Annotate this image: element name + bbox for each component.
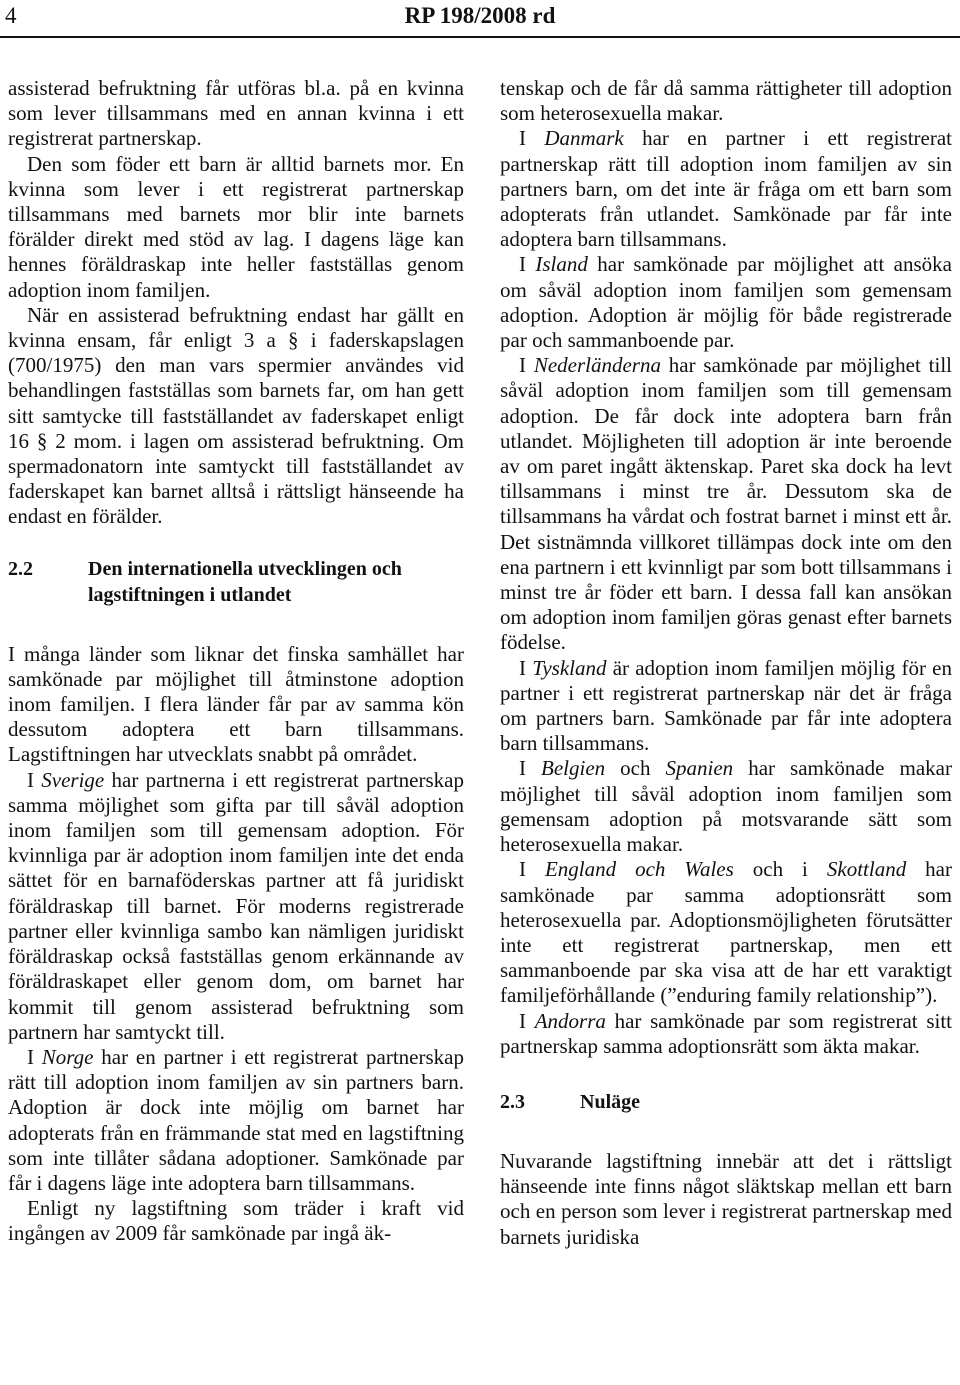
text: har samkönade par möjlighet till såväl adoption inom familjen som till gemensam adoption. De får dock inte adoptera barn från utlandet. Möjligheten till adoption är inte beroende av om paret ingått äktenskap. Paret ska dock ha levt tillsammans i minst tre år. Dessutom ska de tillsammans ha vårdat och fostrat barnet i minst ett år. Det sistnämnda villkoret tillämpas dock inte om den ena partnern i ett kvinnligt par som bott tillsammans i minst tre år föder ett barn. I dessa fall kan ansökan om adoption inom familjen göras genast efter barnets födelse. <box>500 353 952 655</box>
text: I <box>519 126 545 151</box>
paragraph-iceland <box>500 252 952 353</box>
country-name: Sverige <box>41 767 105 792</box>
country-name: Island <box>535 252 588 277</box>
text: är adoption inom familjen möjlig för en partner i ett registrerat partnerskap när det är fråga om partners barn. Samkönade par får inte adoptera barn tillsammans. <box>500 655 952 756</box>
section-title: Nuläge <box>580 1090 640 1113</box>
right-column <box>500 76 952 1250</box>
text: har samkönade makar möjlighet till såväl adoption inom familjen som gemensam adoption på motsvarande sätt som heterosexuella makar. <box>500 756 952 857</box>
paragraph: tenskap och de får då samma rättigheter till adoption som heterosexuella makar. <box>500 76 952 126</box>
country-name: Norge <box>41 1044 94 1069</box>
country-name: England och Wales <box>544 857 734 882</box>
text: I <box>519 1008 535 1033</box>
section-heading-2-3 <box>500 1089 952 1115</box>
country-name: Nederländerna <box>533 353 661 378</box>
country-name: Spanien <box>665 756 734 781</box>
header-divider <box>0 36 960 38</box>
paragraph-belgium-spain <box>500 756 952 857</box>
country-name: Danmark <box>544 126 624 151</box>
page-number: 4 <box>5 3 17 28</box>
text: I <box>519 756 542 781</box>
text: I <box>519 857 545 882</box>
paragraph-netherlands <box>500 353 952 655</box>
text: och <box>605 756 666 781</box>
paragraph: Den som föder ett barn är alltid barnets mor. En kvinna som lever i ett registrerat partnerskap tillsammans med barnets mor blir inte barnets förälder direkt med stöd av lag. I dagens läge kan hennes föräldraskap inte heller fastställas genom adoption inom familjen. <box>8 151 464 302</box>
paragraph-germany <box>500 656 952 757</box>
text: I <box>519 353 534 378</box>
country-name: Skottland <box>826 857 907 882</box>
section-number: 2.3 <box>500 1090 525 1113</box>
country-name: Belgien <box>541 756 606 781</box>
text: har en partner i ett registrerat partnerskap rätt till adoption inom familjen av sin partners barn, om det inte är fråga om ett barn som adopterats från utlandet. Samkönade par får inte adoptera barn tillsammans. <box>500 126 952 252</box>
section-number: 2.2 <box>8 557 33 580</box>
paragraph: assisterad befruktning får utföras bl.a. på en kvinna som lever tillsammans med en annan kvinna i ett registrerat partnerskap. <box>8 76 464 151</box>
text: har samkönade par samma adoptionsrätt som heterosexuella par. Adoptionsmöjligheten förutsätter inte ett registrerat partnerskap, men ett sammanboende par ska visa att de har ett varaktigt familjeförhållande (”enduring family relationship”). <box>500 857 952 1008</box>
paragraph: När en assisterad befruktning endast har gällt en kvinna ensam, får enligt 3 a § i faderskapslagen (700/1975) den man vars spermier användes vid behandlingen fastställas som barnets far, om han gett sitt samtycke till fastställandet av faderskapet enligt 16 § 2 mom. i lagen om assisterad befruktning. Om spermadonatorn inte samtyckt till fastställandet av faderskapet kan barnet alltså i rättsligt hänseende ha endast en förälder. <box>8 302 464 529</box>
text: I <box>519 252 536 277</box>
section-heading-2-2 <box>8 556 464 608</box>
text: har samkönade par möjlighet att ansöka om såväl adoption inom familjen som gemensam adoption. Adoption är möjlig för både registrerade par och sammanboende par. <box>500 252 952 353</box>
text: I <box>27 767 42 792</box>
text: har samkönade par som registrerat sitt partnerskap samma adoptionsrätt som äkta makar. <box>500 1008 952 1058</box>
text: I <box>27 1044 42 1069</box>
paragraph: Enligt ny lagstiftning som träder i kraft vid ingången av 2009 får samkönade par ingå äk- <box>8 1196 464 1246</box>
country-name: Andorra <box>534 1008 606 1033</box>
paragraph-denmark <box>500 126 952 252</box>
section-title: Den internationella utvecklingen och lagstiftningen i utlandet <box>88 557 402 606</box>
text: har partnerna i ett registrerat partnerskap samma möjlighet som gifta par till såväl adoption inom familjen som till gemensam adoption. För kvinnliga par är adoption inom familjen inte det enda sättet för en barnaföderskas partner att få juridiskt föräldraskap till barnet. För moderns registrerade partner eller kvinnliga sambo kan nämligen juridiskt föräldraskap också fastställas genom erkännande av föräldraskapet eller genom dom, om barnet har kommit till genom assisterad befruktning som partnern har samtyckt till. <box>8 767 464 1044</box>
paragraph-uk <box>500 857 952 1008</box>
paragraph-norway <box>8 1045 464 1196</box>
paragraph-sweden <box>8 768 464 1045</box>
document-reference: RP 198/2008 rd <box>404 3 556 28</box>
text: I <box>519 655 533 680</box>
paragraph: Nuvarande lagstiftning innebär att det i rättsligt hänseende inte finns något släktskap mellan ett barn och en person som lever i registrerat partnerskap med barnets juridiska <box>500 1148 952 1249</box>
text: och i <box>733 857 827 882</box>
text: har en partner i ett registrerat partnerskap rätt till adoption inom familjen av sin partners barn. Adoption är dock inte möjlig om barnet har adopterats från en främmande stat med en lagstiftning som inte tillåter sådana adoptioner. Samkönade par får i dagens läge inte adoptera barn tillsammans. <box>8 1044 464 1195</box>
paragraph: I många länder som liknar det finska samhället har samkönade par möjlighet till åtminstone adoption inom familjen. I flera länder får par av samma kön dessutom adoptera ett barn tillsammans. Lagstiftningen har utvecklats snabbt på området. <box>8 641 464 767</box>
left-column <box>8 76 464 1247</box>
country-name: Tyskland <box>532 655 607 680</box>
paragraph-andorra <box>500 1009 952 1059</box>
